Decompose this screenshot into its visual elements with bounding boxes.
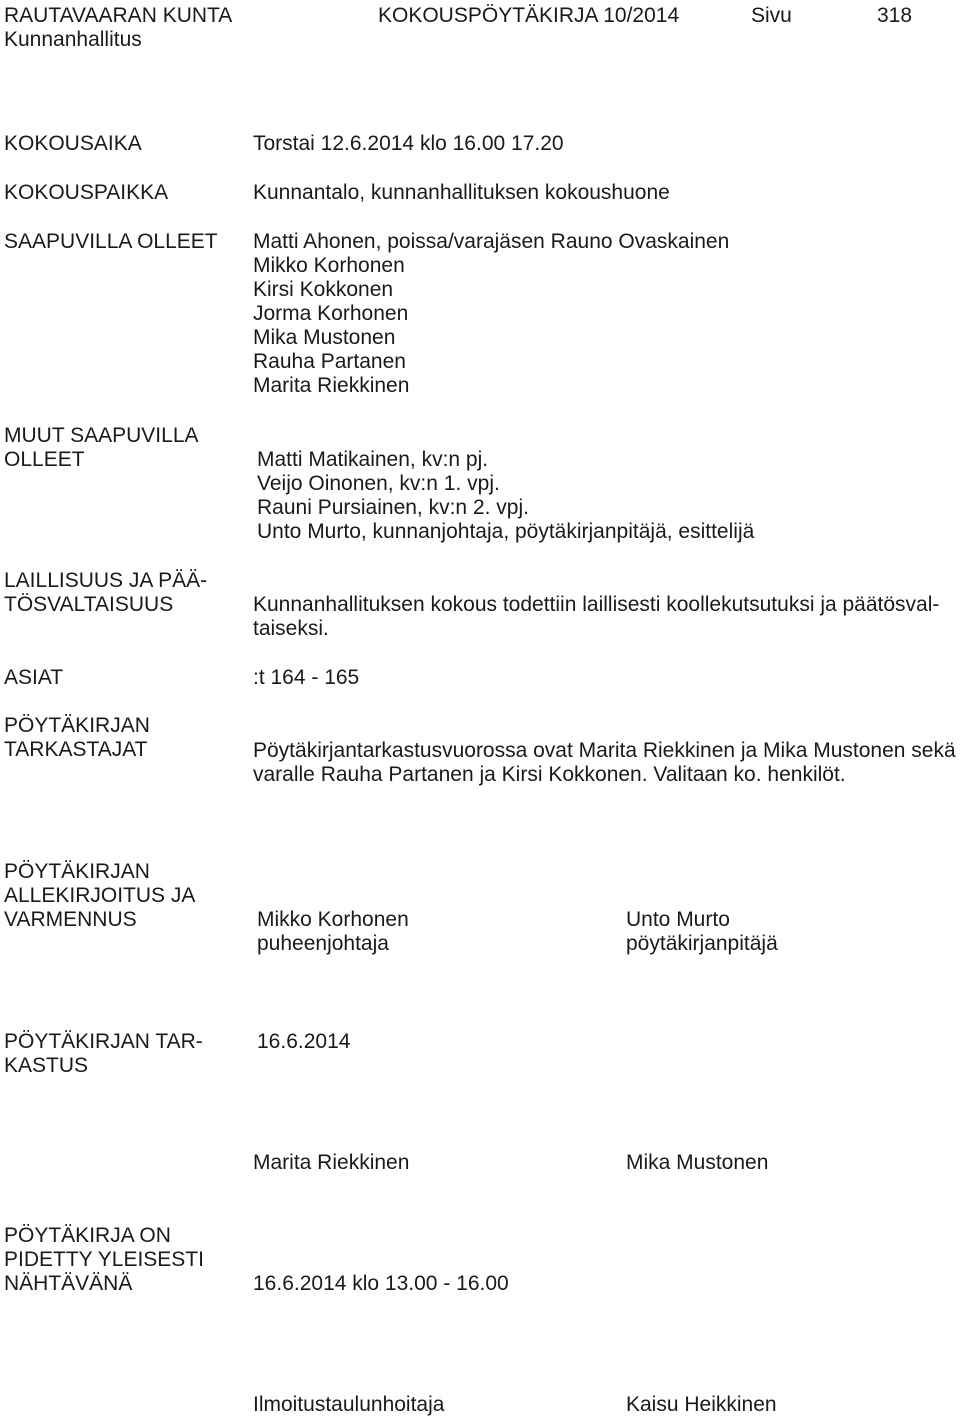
matters-label: ASIAT: [4, 666, 64, 689]
legality-text: Kunnanhallituksen kokous todettiin laillisesti koollekutsutuksi ja päätösval- taiseksi.: [253, 593, 940, 640]
chair-signature: [257, 908, 409, 956]
secretary-name: Unto Murto: [626, 908, 730, 931]
page-number: 318: [877, 4, 913, 27]
present-members-list: [253, 230, 729, 398]
others-present-list: [257, 448, 754, 544]
list-item: Matti Matikainen, kv:n pj.: [257, 448, 489, 471]
review-date: 16.6.2014: [257, 1030, 351, 1053]
chair-name: Mikko Korhonen: [257, 908, 409, 931]
review-label: PÖYTÄKIRJAN TAR- KASTUS: [4, 1030, 203, 1077]
legality-label: LAILLISUUS JA PÄÄ- TÖSVALTAISUUS: [4, 569, 208, 616]
list-item: Mika Mustonen: [253, 326, 396, 349]
list-item: Mikko Korhonen: [253, 254, 405, 277]
governing-body: Kunnanhallitus: [4, 28, 142, 51]
others-present-label: MUUT SAAPUVILLA OLLEET: [4, 424, 199, 471]
list-item: Rauni Pursiainen, kv:n 2. vpj.: [257, 496, 529, 519]
list-item: Matti Ahonen, poissa/varajäsen Rauno Ovaskainen: [253, 230, 730, 253]
list-item: Kirsi Kokkonen: [253, 278, 394, 301]
reviewer-2-name: Mika Mustonen: [626, 1151, 769, 1174]
page-label: Sivu: [751, 4, 792, 27]
board-keeper-name: Kaisu Heikkinen: [626, 1393, 777, 1416]
meeting-time-value: Torstai 12.6.2014 klo 16.00 17.20: [253, 132, 564, 155]
list-item: Marita Riekkinen: [253, 374, 410, 397]
matters-value: :t 164 - 165: [253, 666, 360, 689]
secretary-signature: [626, 908, 778, 956]
reviewers-text: Pöytäkirjantarkastusvuorossa ovat Marita Riekkinen ja Mika Mustonen sekä varalle Rauha Partanen ja Kirsi Kokkonen. Valitaan ko. henkilöt.: [253, 739, 956, 786]
board-keeper-title: Ilmoitustaulunhoitaja: [253, 1393, 445, 1416]
public-display-value: 16.6.2014 klo 13.00 - 16.00: [253, 1272, 509, 1295]
signatures-label: PÖYTÄKIRJAN ALLEKIRJOITUS JA VARMENNUS: [4, 860, 196, 931]
document-title: KOKOUSPÖYTÄKIRJA 10/2014: [378, 4, 680, 27]
list-item: Veijo Oinonen, kv:n 1. vpj.: [257, 472, 500, 495]
meeting-place-label: KOKOUSPAIKKA: [4, 181, 169, 204]
chair-role: puheenjohtaja: [257, 932, 389, 955]
list-item: Rauha Partanen: [253, 350, 406, 373]
list-item: Unto Murto, kunnanjohtaja, pöytäkirjanpitäjä, esittelijä: [257, 520, 755, 543]
list-item: Jorma Korhonen: [253, 302, 409, 325]
reviewers-label: PÖYTÄKIRJAN TARKASTAJAT: [4, 714, 150, 761]
secretary-role: pöytäkirjanpitäjä: [626, 932, 778, 955]
meeting-place-value: Kunnantalo, kunnanhallituksen kokoushuone: [253, 181, 670, 204]
public-display-label: PÖYTÄKIRJA ON PIDETTY YLEISESTI NÄHTÄVÄNÄ: [4, 1224, 204, 1295]
present-label: SAAPUVILLA OLLEET: [4, 230, 218, 253]
reviewer-1-name: Marita Riekkinen: [253, 1151, 410, 1174]
organization-name: RAUTAVAARAN KUNTA: [4, 4, 233, 27]
meeting-time-label: KOKOUSAIKA: [4, 132, 142, 155]
